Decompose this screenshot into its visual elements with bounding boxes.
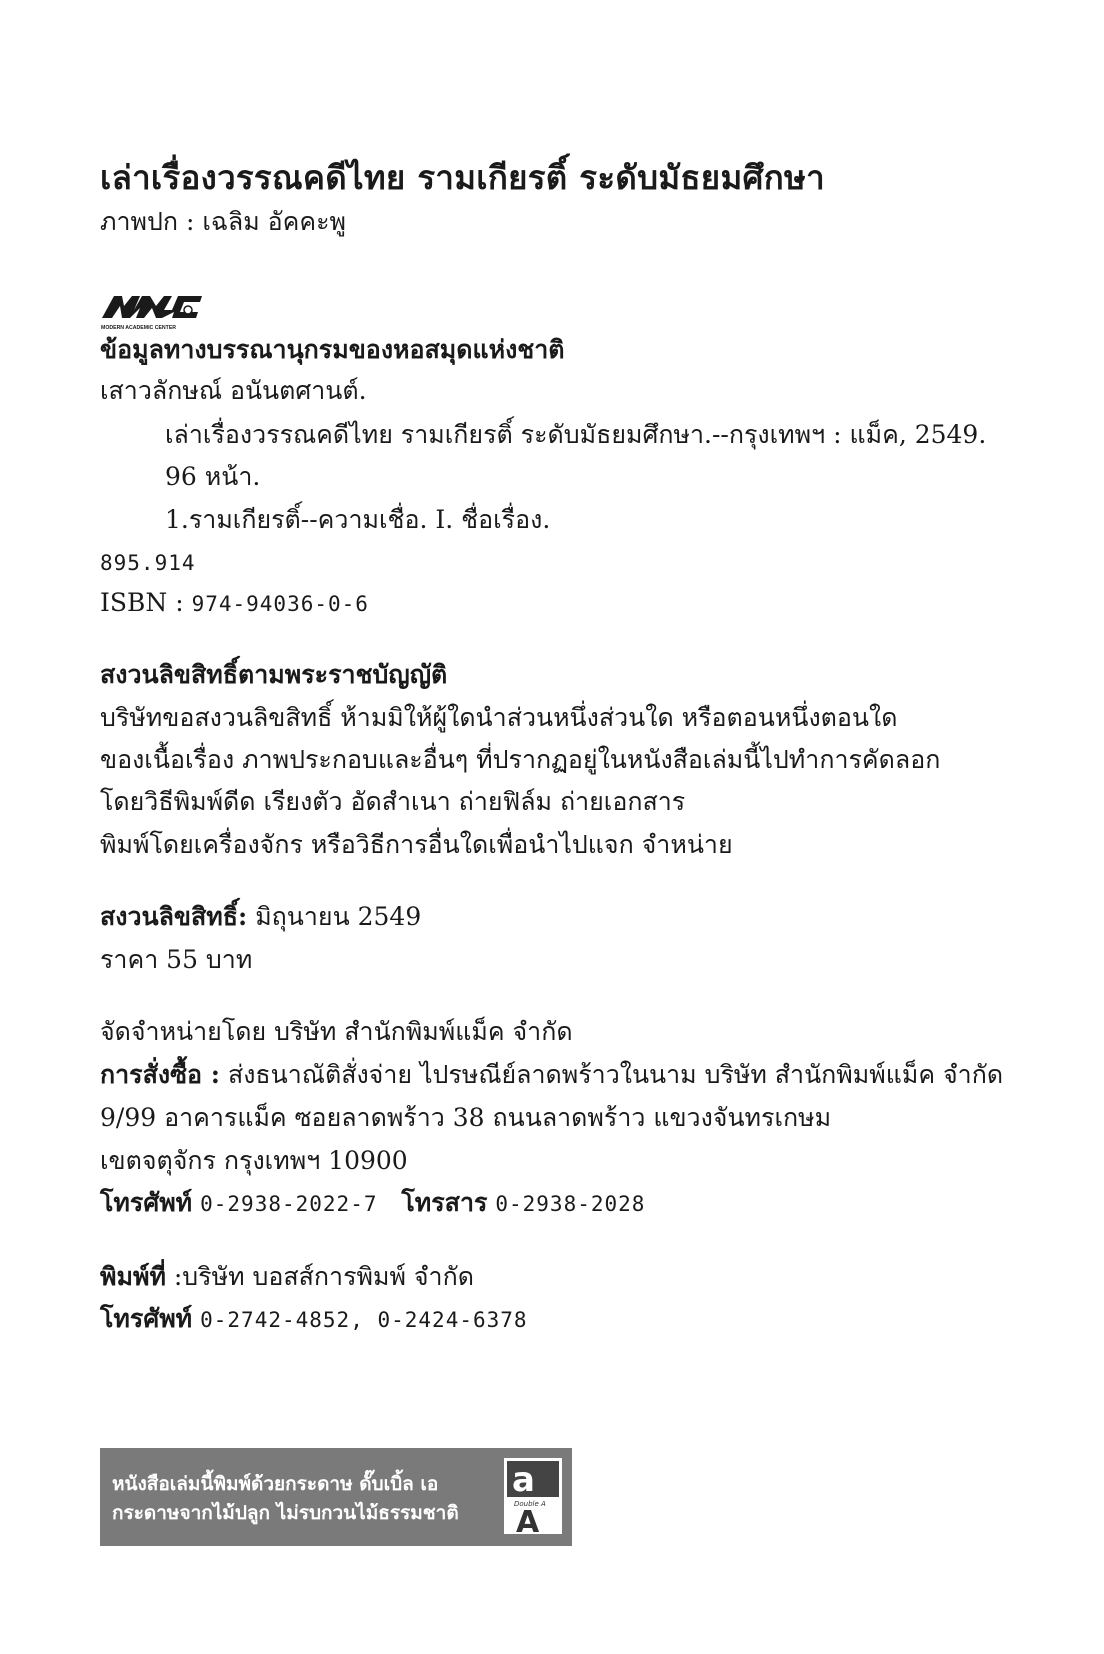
fax-label: โทรสาร: [401, 1188, 488, 1217]
paper-banner-line-1: หนังสือเล่มนี้พิมพ์ด้วยกระดาษ ดั๊บเบิ้ล เอ: [112, 1473, 439, 1495]
cover-art-credit: ภาพปก : เฉลิม อัคคะพู: [100, 207, 347, 236]
phone-label: โทรศัพท์: [100, 1188, 193, 1217]
order-value: ส่งธนาณัติสั่งจ่าย ไปรษณีย์ลาดพร้าวในนาม บริษัท สำนักพิมพ์แม็ค จำกัด: [227, 1060, 1004, 1089]
copyright-line-4: พิมพ์โดยเครื่องจักร หรือวิธีการอื่นใดเพื่อนำไปแจก จำหน่าย: [100, 830, 733, 859]
address-line-2: เขตจตุจักร กรุงเทพฯ 10900: [100, 1146, 408, 1175]
double-a-badge-text: Double A: [514, 1500, 546, 1508]
printer-line: [100, 1260, 474, 1294]
isbn-value: 974-94036-0-6: [191, 592, 369, 616]
catalog-author: เสาวลักษณ์ อนันตศานต์.: [100, 376, 367, 405]
catalog-heading: ข้อมูลทางบรรณานุกรมของหอสมุดแห่งชาติ: [100, 335, 565, 364]
copyright-line-1: บริษัทขอสงวนลิขสิทธิ์ ห้ามมิให้ผู้ใดนำส่วนหนึ่งส่วนใด หรือตอนหนึ่งตอนใด: [100, 703, 898, 732]
book-title: เล่าเรื่องวรรณคดีไทย รามเกียรติ์ ระดับมัธยมศึกษา: [100, 158, 825, 197]
copyright-date-value: มิถุนายน 2549: [255, 902, 422, 931]
isbn-line: [100, 586, 369, 621]
printer-phone-line: [100, 1302, 528, 1337]
double-a-logo-icon: [504, 1458, 562, 1534]
paper-banner: [100, 1448, 572, 1546]
paper-banner-text: [112, 1470, 459, 1528]
svg-text:A: A: [516, 1505, 540, 1534]
catalog-entry: เล่าเรื่องวรรณคดีไทย รามเกียรติ์ ระดับมัธยมศึกษา.--กรุงเทพฯ : แม็ค, 2549.: [165, 420, 987, 449]
phone-value: 0-2938-2022-7: [200, 1192, 378, 1216]
copyright-heading: สงวนลิขสิทธิ์ตามพระราชบัญญัติ: [100, 660, 448, 689]
copyright-line-2: ของเนื้อเรื่อง ภาพประกอบและอื่นๆ ที่ปรากฏอยู่ในหนังสือเล่มนี้ไปทำการคัดลอก: [100, 745, 941, 774]
printer-value: :บริษัท บอสส์การพิมพ์ จำกัด: [173, 1262, 474, 1291]
catalog-pages: 96 หน้า.: [165, 462, 261, 491]
copyright-date: [100, 900, 421, 934]
price: ราคา 55 บาท: [100, 945, 253, 974]
paper-banner-line-2: กระดาษจากไม้ปลูก ไม่รบกวนไม้ธรรมชาติ: [112, 1502, 459, 1524]
contact-line: [100, 1186, 645, 1221]
printer-phone-label: โทรศัพท์: [100, 1304, 193, 1333]
address-line-1: 9/99 อาคารแม็ค ซอยลาดพร้าว 38 ถนนลาดพร้าว แขวงจันทรเกษม: [100, 1103, 832, 1132]
logo-caption: MODERN ACADEMIC CENTER: [101, 325, 177, 331]
copyright-date-label: สงวนลิขสิทธิ์:: [100, 902, 248, 931]
catalog-classification: 895.914: [100, 551, 196, 575]
isbn-label: ISBN :: [100, 588, 184, 617]
order-label: การสั่งซื้อ :: [100, 1060, 220, 1089]
catalog-subject: 1.รามเกียรติ์--ความเชื่อ. I. ชื่อเรื่อง.: [165, 505, 551, 534]
distributor: จัดจำหน่ายโดย บริษัท สำนักพิมพ์แม็ค จำกัด: [100, 1017, 573, 1046]
printer-phone-value: 0-2742-4852, 0-2424-6378: [200, 1308, 528, 1332]
order-line: [100, 1058, 1003, 1092]
copyright-line-3: โดยวิธีพิมพ์ดีด เรียงตัว อัดสำเนา ถ่ายฟิล์ม ถ่ายเอกสาร: [100, 787, 686, 816]
svg-text:a: a: [512, 1460, 535, 1500]
publisher-logo: [100, 290, 210, 336]
fax-value: 0-2938-2028: [495, 1192, 646, 1216]
printer-label: พิมพ์ที่: [100, 1262, 166, 1291]
